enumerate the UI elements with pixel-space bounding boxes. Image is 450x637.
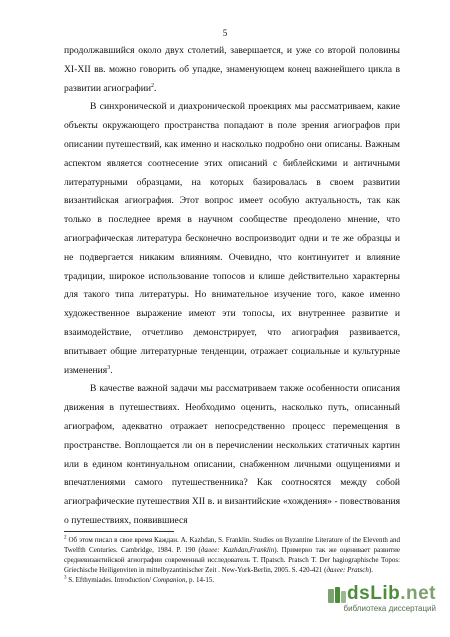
paragraph-tail: .	[110, 364, 113, 376]
paragraph	[64, 98, 400, 380]
footnote-reference[interactable]: 2	[150, 82, 154, 89]
footnote-italic-text: далее: Pratsch	[326, 565, 369, 574]
footnotes	[64, 536, 400, 586]
footnote-text: , p. 14-15.	[185, 575, 215, 584]
footnote-italic-text: Companion	[152, 575, 186, 584]
paragraph-text: продолжавшийся около двух столетий, завершается, и уже со второй половины XI-XII вв. можно говорить об упадке, знаменующем конец важнейшего цикла в развитии агиографии	[64, 45, 400, 94]
watermark-brand-main: dsLib	[347, 583, 401, 604]
footnote-text: ). Примерно так же оценивает развитие средневизантийской агиографии современный исследователь T. Праtsch. Pratsch T. Der hagiographische Topos: Griechische Heiligenviten in mittelbyzantinischer Zeit . New-York-Berlin, 2005. S. 420-421 (	[64, 545, 400, 574]
footnote-text: S. Efthymiades. Introduction/	[68, 575, 153, 584]
footnote-reference[interactable]: 3	[107, 364, 111, 371]
footnote-italic-text: далее: Kazhdan,Franklin	[200, 545, 275, 554]
paragraph	[64, 380, 400, 530]
footnote-mark: 2	[64, 535, 67, 541]
paragraph	[64, 42, 400, 98]
paragraph-text: В качестве важной задачи мы рассматриваем также особенности описания движения в путешествиях. Необходимо оценить, насколько путь, описанный агиографом, адекватно отражает непосредственно процесс перемещения в пространстве. Воплощается ли он в перечислении нескольких статичных картин или в едином континуальном описании, снабженном личными ощущениями и впечатлениями самого путешественника? Как соотносятся между собой агиографические путешествия XII в. и византийские «хождения» - повествования о путешествиях, появившиеся	[64, 383, 400, 526]
dslib-watermark	[326, 583, 436, 623]
footnote-separator	[64, 531, 174, 532]
page-number: 5	[222, 28, 228, 38]
watermark-subtitle: библиотека диссертаций	[343, 604, 436, 613]
footnote	[64, 536, 400, 576]
paragraph-tail: .	[153, 82, 157, 94]
watermark-brand-suffix: .net	[400, 583, 436, 604]
footnote-mark: 3	[64, 575, 67, 581]
body-text	[64, 42, 400, 531]
dslib-logo-icon	[326, 585, 348, 607]
footnote-text: ).	[368, 565, 373, 574]
paragraph-text: В синхронической и диахронической проекциях мы рассматриваем, какие объекты окружающего пространства попадают в поле зрения агиографов при описании путешествий, как именно и насколько подробно они описаны. Важным аспектом является соотнесение этих описаний с библейскими и античными литературными образцами, на которых базировалась в своем развитии византийская агиография. Этот вопрос имеет особую актуальность, так как только в последнее время в научном сообществе преодолено мнение, что агиографическая литература бесконечно воспроизводит одни и те же образцы и не подвергается никаким влияниям. Очевидно, что континуитет и влияние традиции, широкое использование топосов и клише действительно характерны для такого типа литературы. Но внимательное изучение того, какое именно художественное выражение имеют эти топосы, их внутреннее развитие и взаимодействие, отчетливо демонстрирует, что агиография развивается, впитывает общие литературные тенденции, отражает социальные и культурные изменения	[64, 101, 400, 376]
footnote-text: Об этом писал в свое время Каждан. A. Kazhdan, S. Franklin. Studies on Byzantine Literature of the Eleventh and Twelfth Centuries. Cambridge, 1984. P. 190 (	[64, 536, 400, 554]
